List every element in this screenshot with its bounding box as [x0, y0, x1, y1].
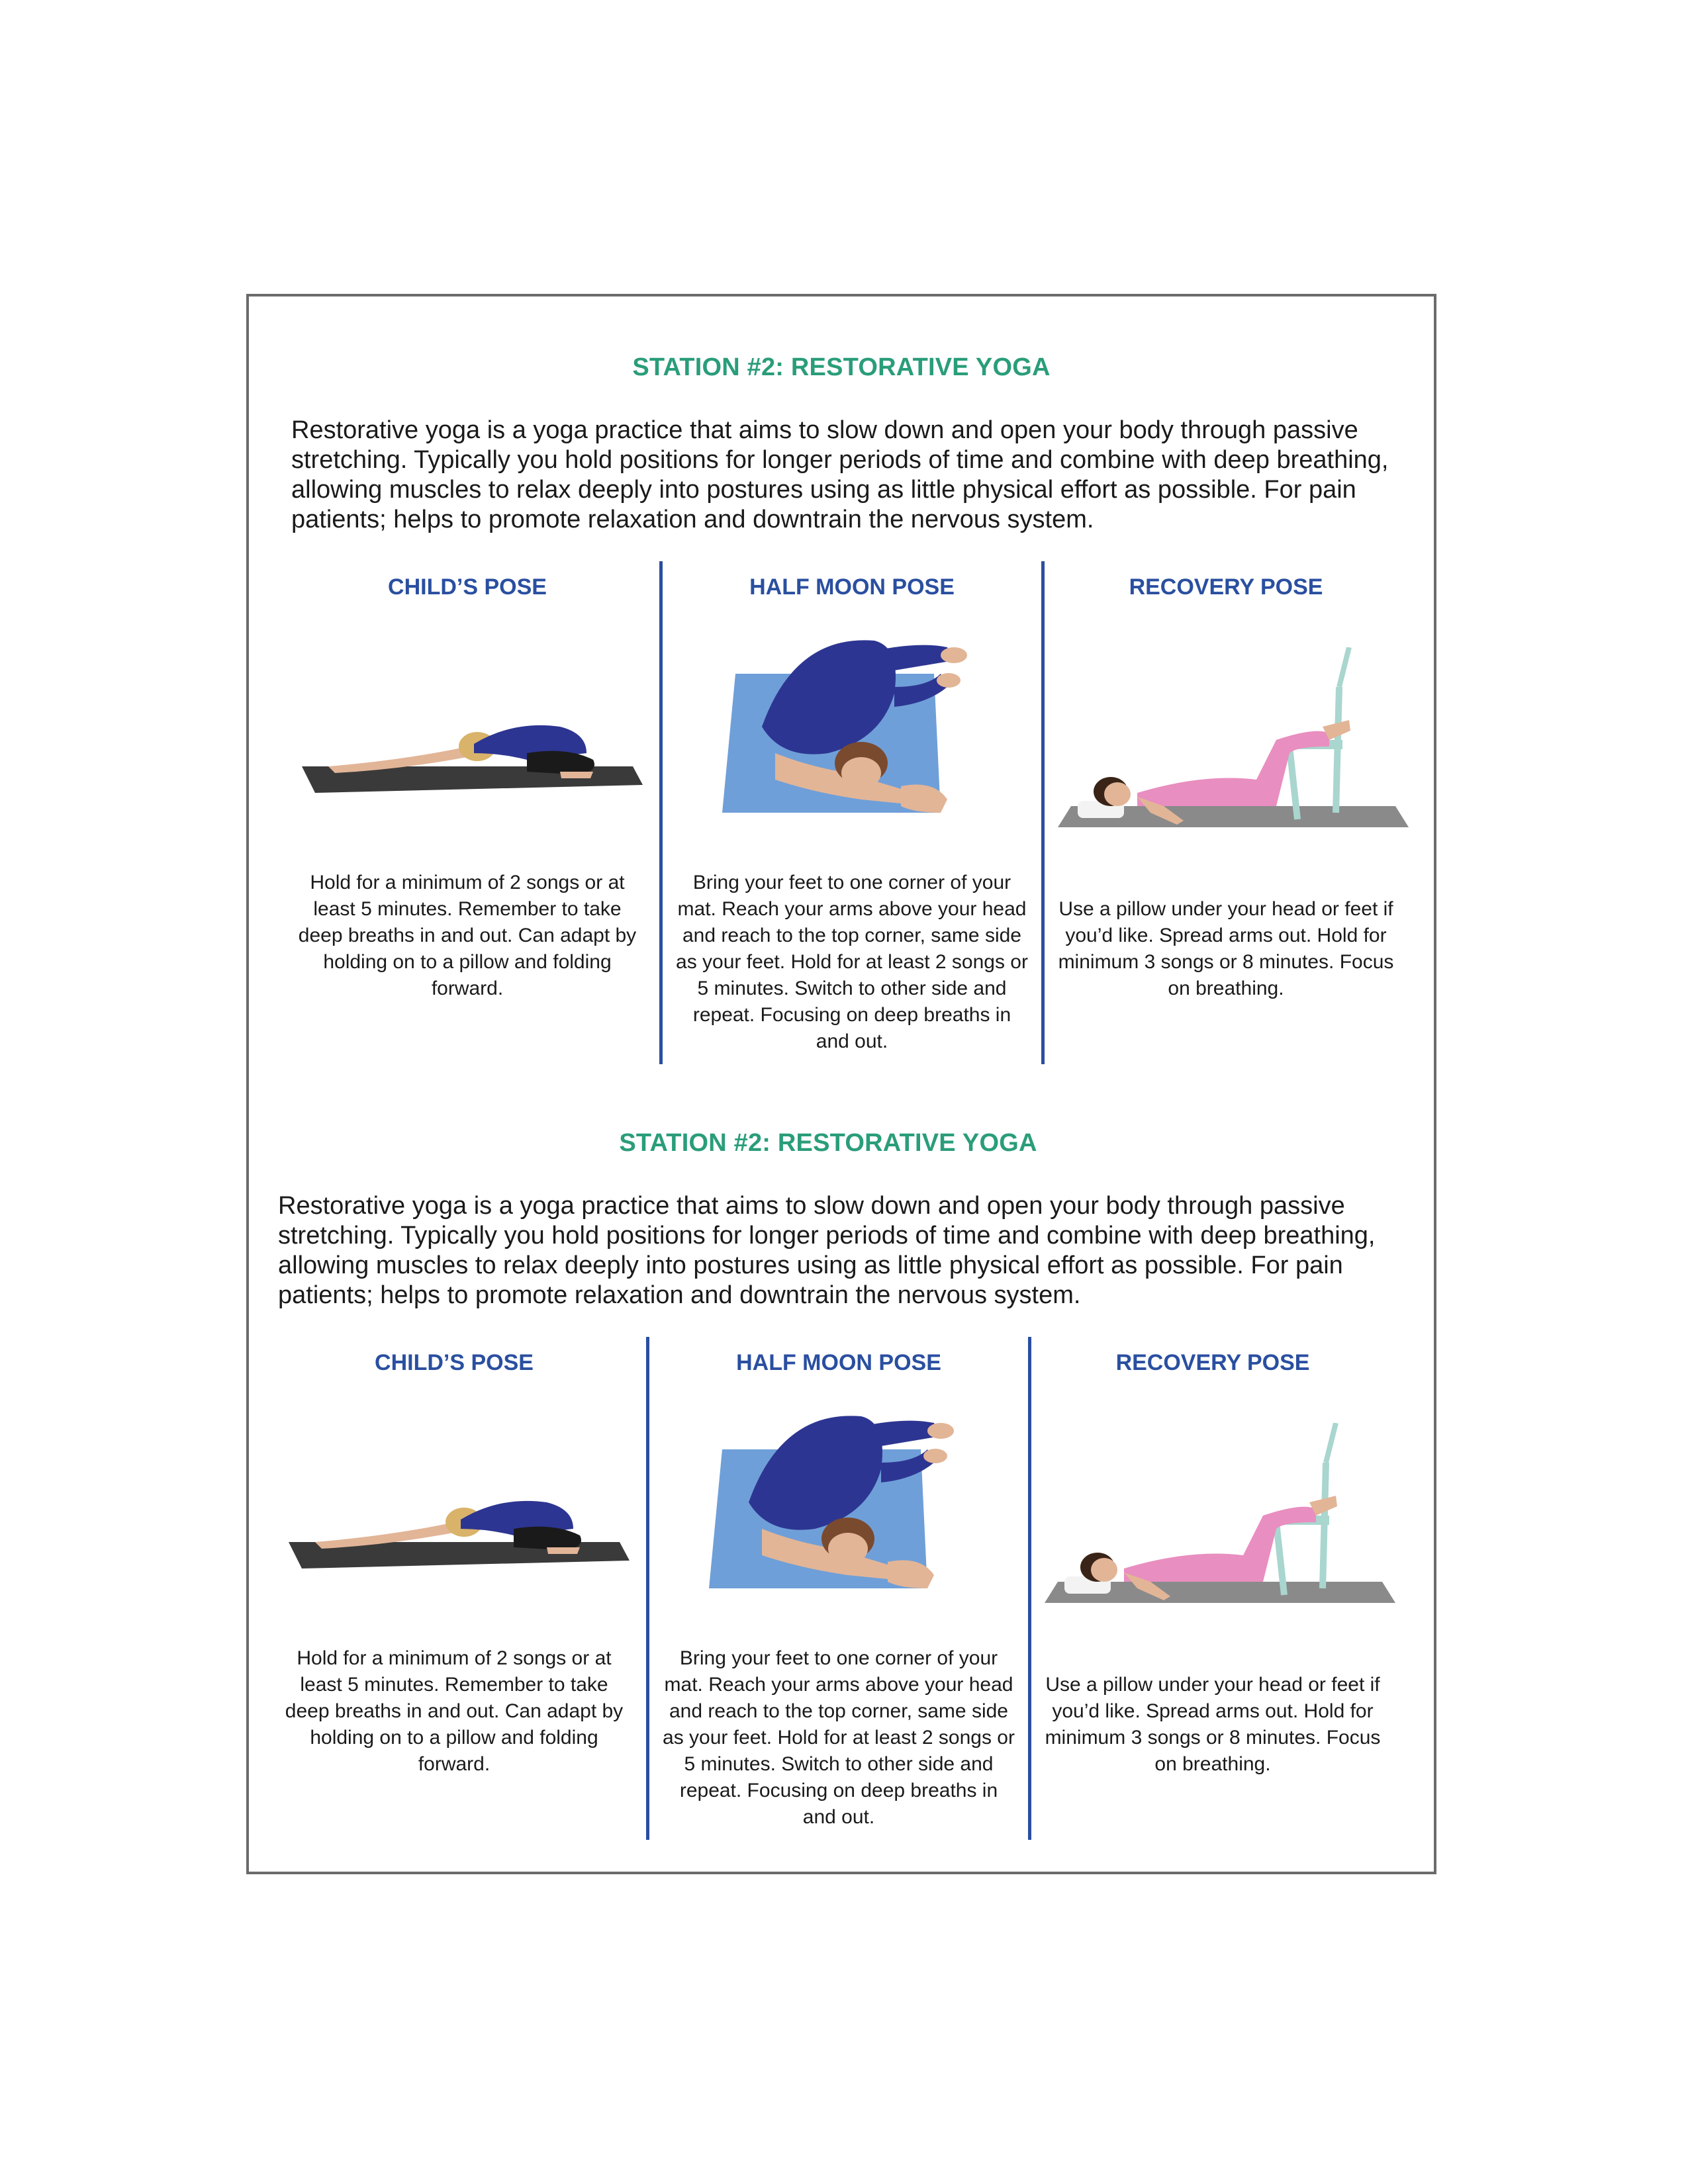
recovery-pose-photo	[1025, 1423, 1401, 1621]
pose-description: Bring your feet to one corner of your mat. Reach your arms above your head and reach to the top corner, same side as your feet. Hold for at least 2 songs or 5 minutes. Switch to other side and repeat. Focusing on deep breaths in and out.	[676, 872, 1028, 1052]
pose-childs	[262, 1337, 646, 1840]
half-moon-pose-photo	[649, 1390, 1028, 1615]
pose-title: RECOVERY POSE	[1129, 574, 1323, 600]
pose-title: CHILD’S POSE	[388, 574, 547, 600]
station-card	[246, 1083, 1436, 1874]
pose-half-moon	[646, 1337, 1031, 1840]
pose-recovery	[1025, 1337, 1401, 1840]
pose-list	[275, 561, 1414, 1064]
pose-description: Use a pillow under your head or feet if you’d like. Spread arms out. Hold for minimum 3 songs or 8 minutes. Focus on breathing.	[1058, 898, 1394, 999]
station-intro: Restorative yoga is a yoga practice that aims to slow down and open your body through passive stretching. Typically you hold positions for longer periods of time and combine with deep breathing, allowing muscles to relax deeply into postures using as little physical effort as possible. For pain patients; helps to promote relaxation and downtrain the nervous system.	[278, 1192, 1376, 1309]
station-title: STATION #2: RESTORATIVE YOGA	[632, 353, 1051, 381]
pose-title: HALF MOON POSE	[736, 1350, 941, 1375]
station-card	[246, 294, 1436, 1085]
pose-childs	[275, 561, 659, 1064]
station-title: STATION #2: RESTORATIVE YOGA	[619, 1129, 1037, 1157]
station-intro: Restorative yoga is a yoga practice that aims to slow down and open your body through passive stretching. Typically you hold positions for longer periods of time and combine with deep breathing, allowing muscles to relax deeply into postures using as little physical effort as possible. For pain patients; helps to promote relaxation and downtrain the nervous system.	[291, 416, 1389, 533]
pose-title: CHILD’S POSE	[375, 1350, 534, 1375]
half-moon-pose-photo	[663, 614, 1041, 839]
pose-title: HALF MOON POSE	[749, 574, 955, 600]
recovery-pose-photo	[1038, 647, 1414, 846]
pose-description: Hold for a minimum of 2 songs or at least 5 minutes. Remember to take deep breaths in and out. Can adapt by holding on to a pillow and folding forward.	[298, 872, 637, 999]
childs-pose-photo	[275, 700, 659, 806]
pose-half-moon	[659, 561, 1045, 1064]
pose-title: RECOVERY POSE	[1115, 1350, 1310, 1375]
pose-recovery	[1038, 561, 1414, 1064]
pose-list	[262, 1337, 1401, 1840]
childs-pose-photo	[262, 1476, 646, 1582]
pose-description: Bring your feet to one corner of your mat. Reach your arms above your head and reach to the top corner, same side as your feet. Hold for at least 2 songs or 5 minutes. Switch to other side and repeat. Focusing on deep breaths in and out.	[663, 1647, 1015, 1828]
pose-description: Hold for a minimum of 2 songs or at least 5 minutes. Remember to take deep breaths in and out. Can adapt by holding on to a pillow and folding forward.	[285, 1647, 624, 1775]
pose-description: Use a pillow under your head or feet if you’d like. Spread arms out. Hold for minimum 3 songs or 8 minutes. Focus on breathing.	[1045, 1674, 1381, 1775]
